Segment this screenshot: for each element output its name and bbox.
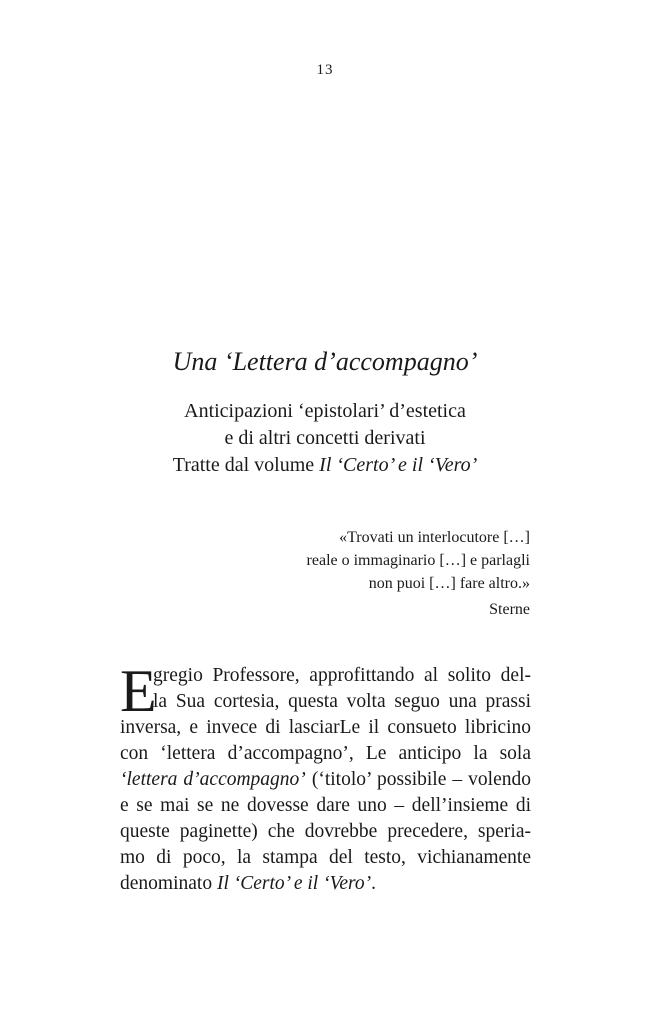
body-line-9-prefix: denominato xyxy=(120,873,217,894)
body-line-7: queste paginette) che dovrebbe precedere, speria- xyxy=(120,821,531,842)
chapter-subtitle xyxy=(0,398,650,479)
body-paragraph xyxy=(120,658,531,897)
subtitle-line-3 xyxy=(0,452,650,479)
body-line-9-suffix: . xyxy=(371,873,376,894)
body-line-5-rest: (‘titolo’ possibile – volendo xyxy=(305,769,531,790)
subtitle-line-2: e di altri concetti derivati xyxy=(224,427,426,449)
subtitle-line-3-prefix: Tratte dal volume xyxy=(172,454,320,476)
epigraph xyxy=(130,526,530,621)
page-number: 13 xyxy=(316,62,334,78)
body-line-9 xyxy=(120,871,531,897)
body-line-5-italic: lettera d’accompagno’ xyxy=(126,769,306,790)
body-line-1: gregio Professore, approfittando al solito del- xyxy=(153,665,531,686)
body-line-6: e se mai se ne dovesse dare uno – dell’insieme di xyxy=(120,795,531,816)
body-line-5 xyxy=(120,767,531,793)
drop-cap: E xyxy=(120,658,157,724)
epigraph-line-2: reale o immaginario […] e parlagli xyxy=(306,552,530,569)
subtitle-line-1: Anticipazioni ‘epistolari’ d’estetica xyxy=(184,400,466,422)
body-line-2: la Sua cortesia, questa volta seguo una prassi xyxy=(153,691,531,712)
body-line-8: mo di poco, la stampa del testo, vichianamente xyxy=(120,847,531,868)
body-line-4: con ‘lettera d’accompagno’, Le anticipo la sola xyxy=(120,743,531,764)
body-line-3: inversa, e invece di lasciarLe il consueto libricino xyxy=(120,717,531,738)
book-title-reference: Il ‘Certo’ e il ‘Vero’ xyxy=(319,454,478,476)
epigraph-line-1: «Trovati un interlocutore […] xyxy=(339,529,530,546)
body-line-9-italic: Il ‘Certo’ e il ‘Vero’ xyxy=(216,873,372,894)
epigraph-line-3: non puoi […] fare altro.» xyxy=(368,575,530,592)
body-line-5-quote: ‘ xyxy=(120,769,127,790)
chapter-title: Una ‘Lettera d’accompagno’ xyxy=(172,347,478,376)
epigraph-author: Sterne xyxy=(489,601,530,618)
